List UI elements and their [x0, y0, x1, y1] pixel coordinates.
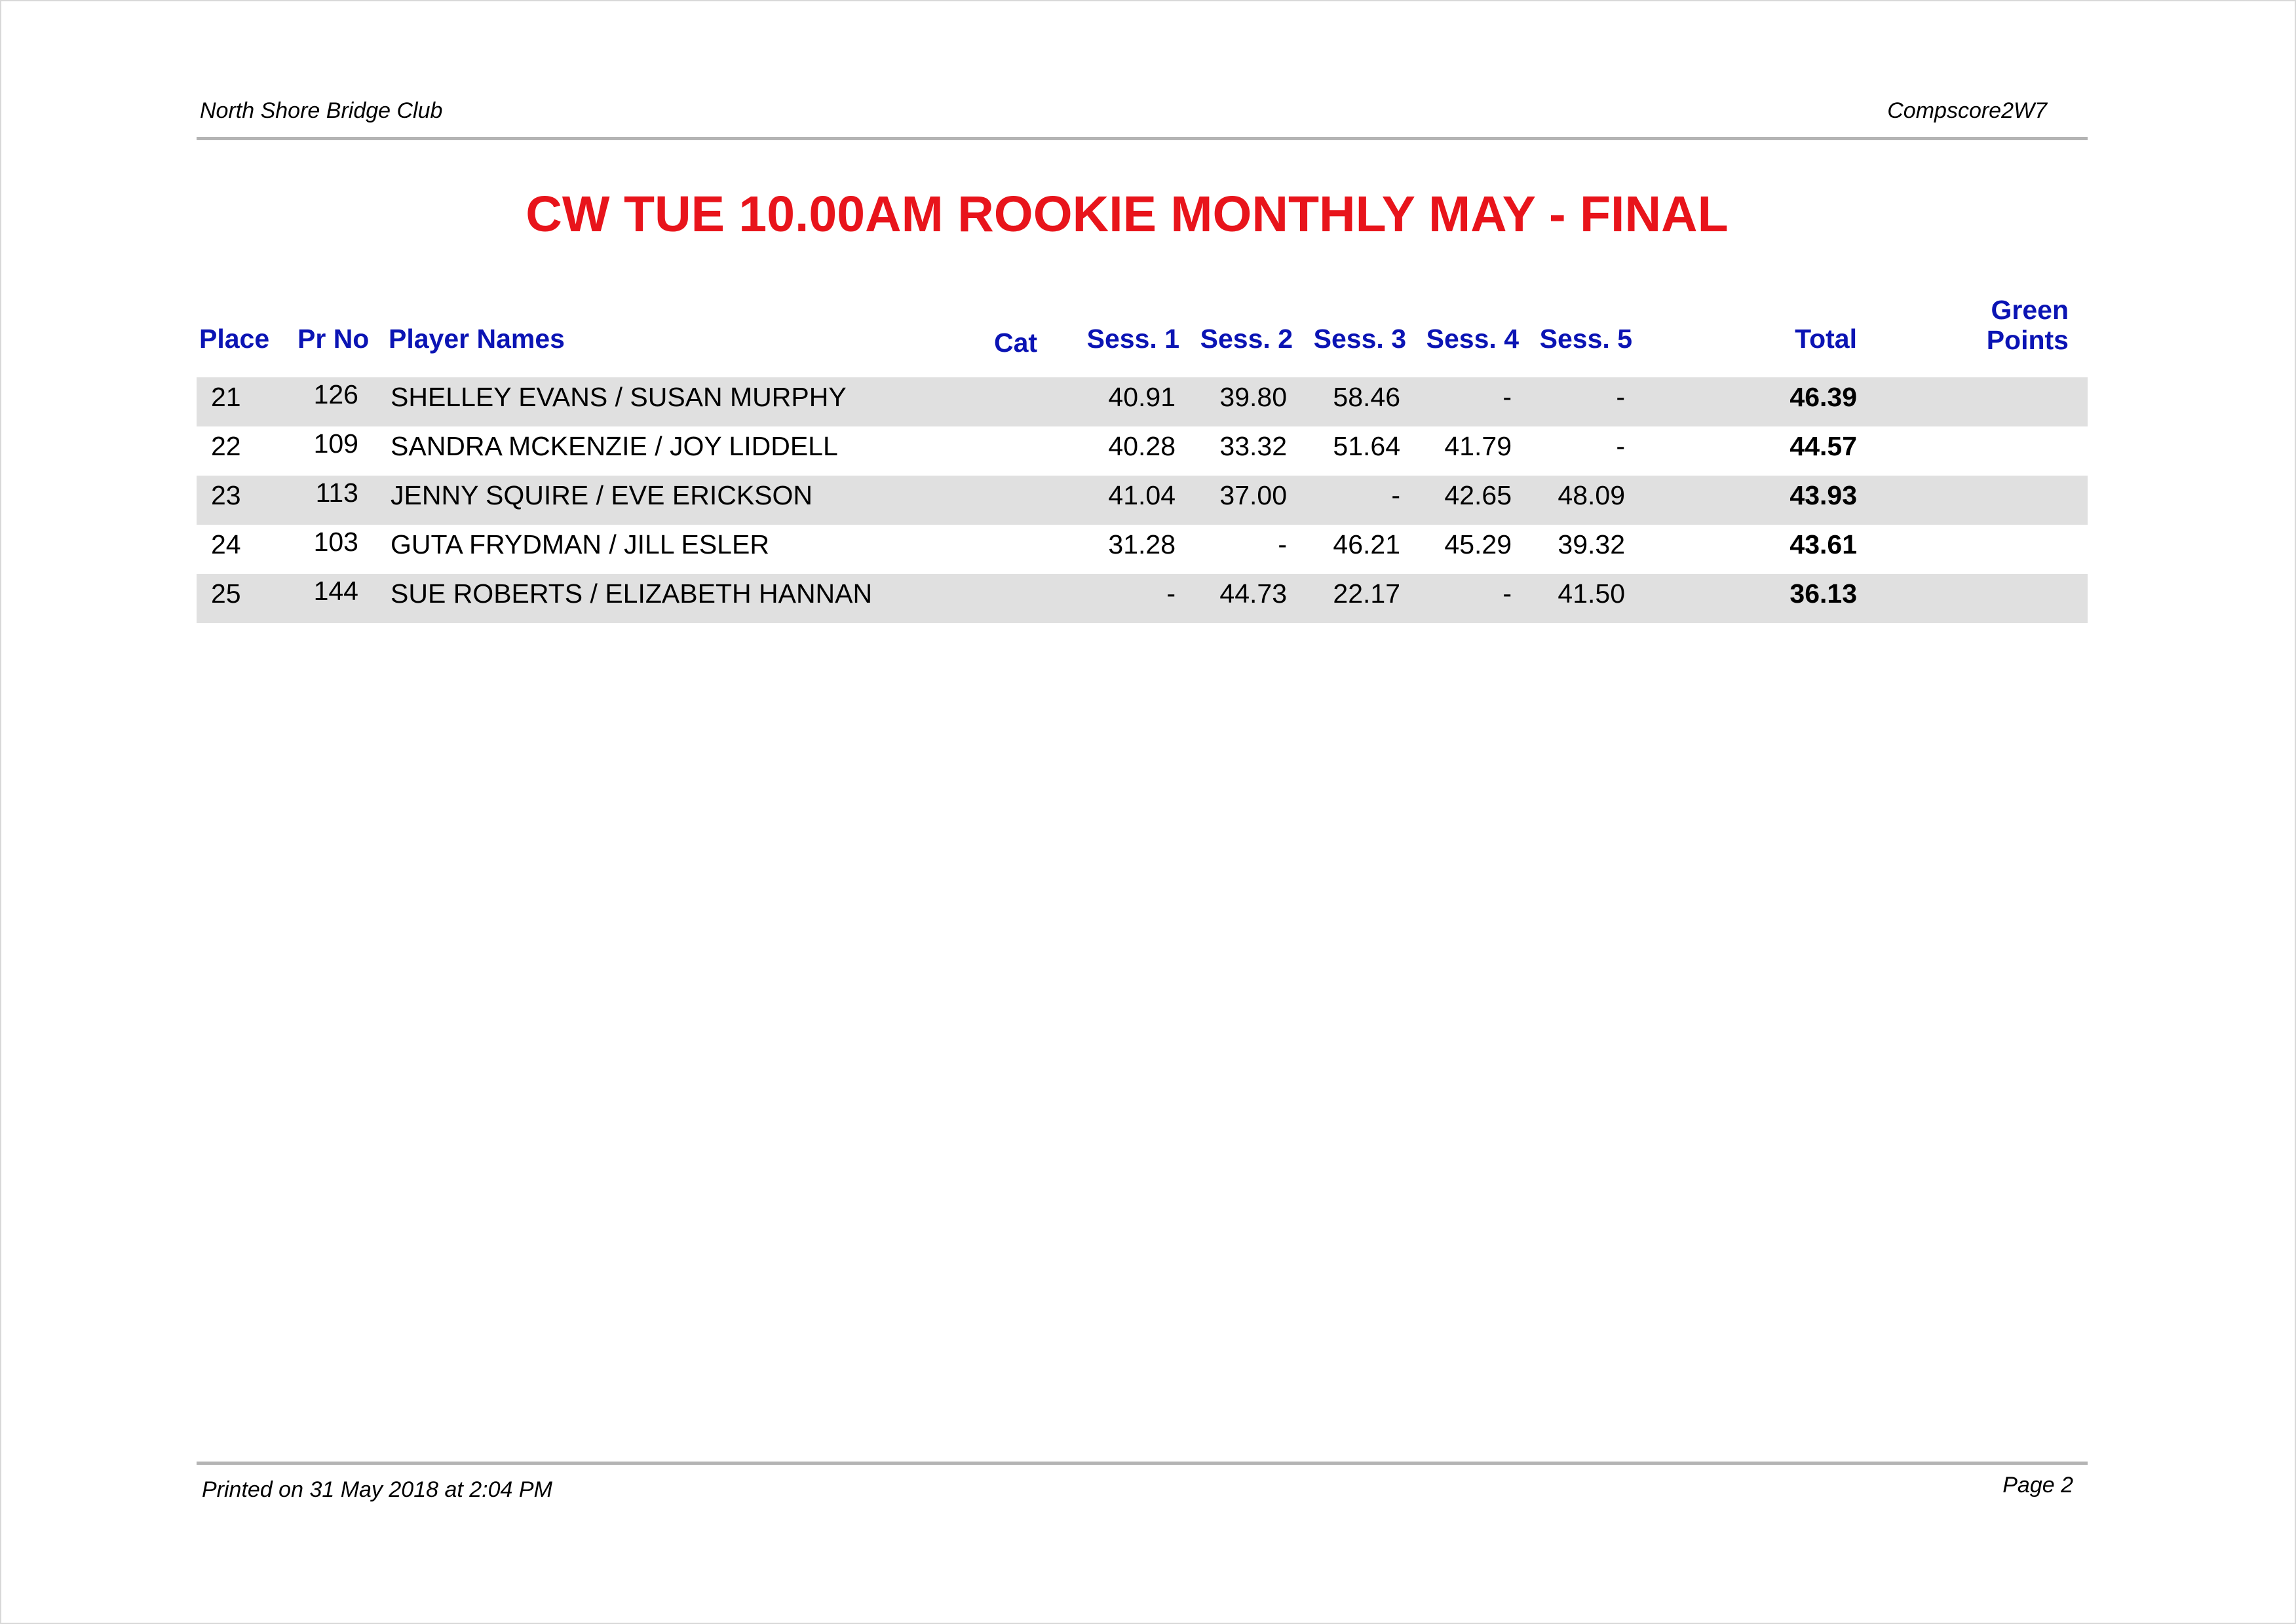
total-cell: 43.93 — [1789, 480, 1857, 510]
sess-2-cell: 33.32 — [1219, 431, 1287, 461]
sess-4-cell: - — [1502, 578, 1512, 609]
sess-1-cell: 40.91 — [1108, 382, 1176, 412]
pair-no-cell: 103 — [313, 527, 358, 557]
column-header-sess-2: Sess. 2 — [1200, 324, 1293, 354]
sess-3-cell: 22.17 — [1333, 578, 1400, 609]
pair-no-cell: 113 — [315, 478, 358, 508]
place-cell: 22 — [211, 431, 241, 461]
column-header-sess-1: Sess. 1 — [1086, 324, 1179, 354]
sess-5-cell: 48.09 — [1558, 480, 1625, 510]
total-cell: 44.57 — [1789, 431, 1857, 461]
sess-2-cell: - — [1278, 529, 1287, 559]
sess-5-cell: 41.50 — [1558, 578, 1625, 609]
total-cell: 36.13 — [1789, 578, 1857, 609]
sess-1-cell: 41.04 — [1108, 480, 1176, 510]
header-divider — [197, 137, 2088, 140]
player-names-cell: SHELLEY EVANS / SUSAN MURPHY — [391, 382, 847, 412]
column-header-green-points-line1: Green — [1991, 295, 2069, 325]
page-number: Page 2 — [2002, 1473, 2073, 1498]
pair-no-cell: 126 — [313, 379, 358, 409]
pair-no-cell: 109 — [313, 428, 358, 459]
sess-3-cell: 46.21 — [1333, 529, 1400, 559]
sess-4-cell: 41.79 — [1444, 431, 1512, 461]
sess-4-cell: 42.65 — [1444, 480, 1512, 510]
column-header-sess-5: Sess. 5 — [1539, 324, 1632, 354]
player-names-cell: JENNY SQUIRE / EVE ERICKSON — [391, 480, 813, 510]
sess-5-cell: 39.32 — [1558, 529, 1625, 559]
sess-2-cell: 44.73 — [1219, 578, 1287, 609]
printed-timestamp: Printed on 31 May 2018 at 2:04 PM — [202, 1477, 552, 1502]
column-header-green-points-line2: Points — [1986, 325, 2069, 355]
sess-1-cell: 31.28 — [1108, 529, 1176, 559]
sess-3-cell: 58.46 — [1333, 382, 1400, 412]
total-cell: 43.61 — [1789, 529, 1857, 559]
club-name: North Shore Bridge Club — [200, 98, 443, 123]
sess-3-cell: - — [1391, 480, 1400, 510]
player-names-cell: SUE ROBERTS / ELIZABETH HANNAN — [391, 578, 873, 609]
sess-4-cell: - — [1502, 382, 1512, 412]
sess-1-cell: 40.28 — [1108, 431, 1176, 461]
place-cell: 25 — [211, 578, 241, 609]
sess-2-cell: 37.00 — [1219, 480, 1287, 510]
sess-2-cell: 39.80 — [1219, 382, 1287, 412]
column-header-cat: Cat — [994, 328, 1038, 358]
sess-1-cell: - — [1166, 578, 1176, 609]
column-header-player-names: Player Names — [389, 324, 565, 354]
page-title: CW TUE 10.00AM ROOKIE MONTHLY MAY - FINAL — [526, 186, 1729, 242]
sess-4-cell: 45.29 — [1444, 529, 1512, 559]
software-name: Compscore2W7 — [1887, 98, 2047, 123]
player-names-cell: SANDRA MCKENZIE / JOY LIDDELL — [391, 431, 838, 461]
sess-5-cell: - — [1616, 431, 1625, 461]
column-header-sess-4: Sess. 4 — [1426, 324, 1519, 354]
place-cell: 21 — [211, 382, 241, 412]
column-header-pair-no: Pr No — [297, 324, 370, 354]
place-cell: 24 — [211, 529, 241, 559]
sess-5-cell: - — [1616, 382, 1625, 412]
place-cell: 23 — [211, 480, 241, 510]
player-names-cell: GUTA FRYDMAN / JILL ESLER — [391, 529, 769, 559]
sess-3-cell: 51.64 — [1333, 431, 1400, 461]
total-cell: 46.39 — [1789, 382, 1857, 412]
column-header-place: Place — [199, 324, 270, 354]
footer-divider — [197, 1462, 2088, 1465]
pair-no-cell: 144 — [313, 576, 358, 606]
column-header-total: Total — [1795, 324, 1857, 354]
column-header-sess-3: Sess. 3 — [1313, 324, 1406, 354]
